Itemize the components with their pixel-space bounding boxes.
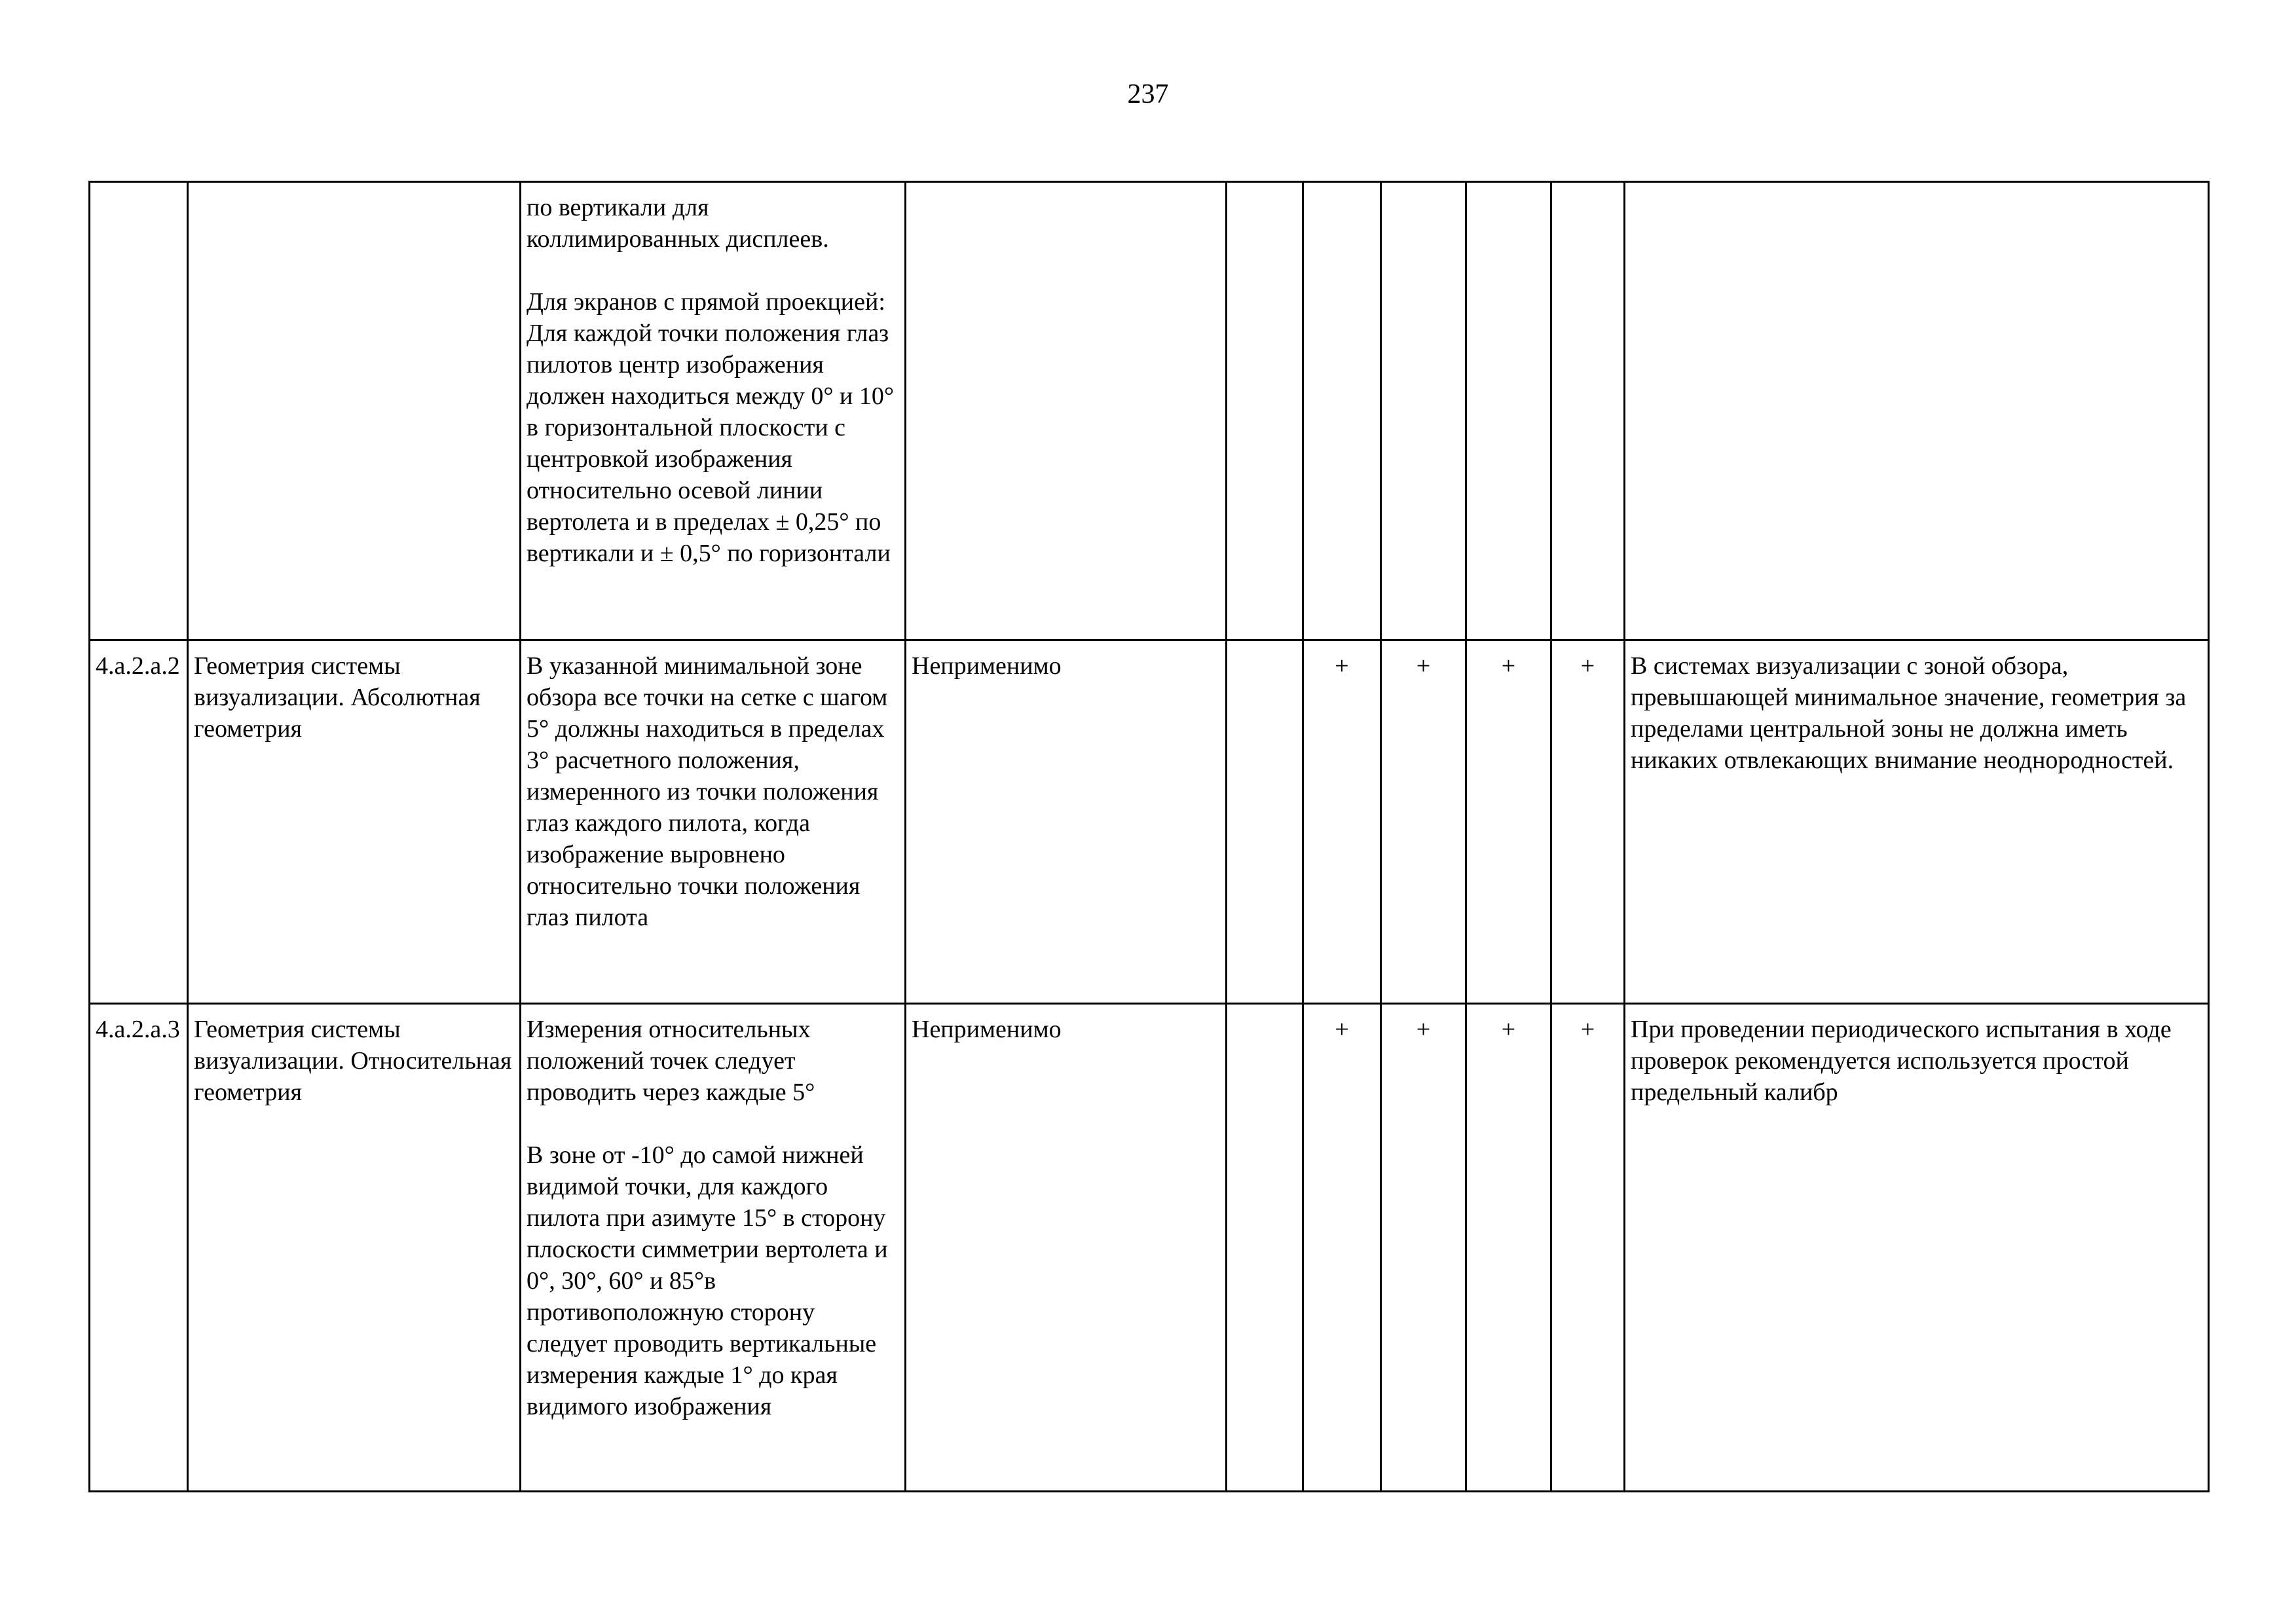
cell-level-3 [1381,182,1466,640]
cell-note [1625,182,2209,640]
cell-applicability: Неприменимо [906,1004,1227,1492]
cell-level-1 [1227,182,1303,640]
cell-title: Геометрия системы визуализации. Абсолютная геометрия [188,640,521,1004]
cell-level-3: + [1381,1004,1466,1492]
cell-code [90,182,188,640]
cell-level-2 [1303,182,1381,640]
page-number: 237 [1127,79,1169,109]
cell-level-4: + [1466,640,1551,1004]
cell-requirement: В указанной минимальной зоне обзора все точки на сетке с шагом 5° должны находиться в пределах 3° расчетного положения, измеренного из точки положения глаз каждого пилота, когда изображение выровнено относительно точки положения глаз пилота [521,640,906,1004]
cell-code: 4.a.2.a.3 [90,1004,188,1492]
requirements-table [88,181,2210,1492]
cell-level-1 [1227,1004,1303,1492]
cell-note: При проведении периодического испытания в ходе проверок рекомендуется используется простой предельный калибр [1625,1004,2209,1492]
cell-level-5: + [1551,640,1625,1004]
cell-level-1 [1227,640,1303,1004]
cell-level-4: + [1466,1004,1551,1492]
cell-level-5 [1551,182,1625,640]
table-row [90,640,2209,1004]
cell-title [188,182,521,640]
cell-level-2: + [1303,1004,1381,1492]
cell-requirement: Измерения относительных положений точек следует проводить через каждые 5° В зоне от -10° до самой нижней видимой точки, для каждого пилота при азимуте 15° в сторону плоскости симметрии вертолета и 0°, 30°, 60° и 85°в противоположную сторону следует проводить вертикальные измерения каждые 1° до края видимого изображения [521,1004,906,1492]
cell-level-3: + [1381,640,1466,1004]
cell-level-4 [1466,182,1551,640]
cell-title: Геометрия системы визуализации. Относительная геометрия [188,1004,521,1492]
cell-level-5: + [1551,1004,1625,1492]
cell-requirement: по вертикали для коллимированных дисплеев. Для экранов с прямой проекцией: Для каждой точки положения глаз пилотов центр изображения должен находиться между 0° и 10° в горизонтальной плоскости с центровкой изображения относительно осевой линии вертолета и в пределах ± 0,25° по вертикали и ± 0,5° по горизонтали [521,182,906,640]
cell-code: 4.a.2.a.2 [90,640,188,1004]
cell-applicability [906,182,1227,640]
cell-applicability: Неприменимо [906,640,1227,1004]
table-row [90,1004,2209,1492]
cell-note: В системах визуализации с зоной обзора, превышающей минимальное значение, геометрия за пределами центральной зоны не должна иметь никаких отвлекающих внимание неоднородностей. [1625,640,2209,1004]
cell-level-2: + [1303,640,1381,1004]
table-row [90,182,2209,640]
